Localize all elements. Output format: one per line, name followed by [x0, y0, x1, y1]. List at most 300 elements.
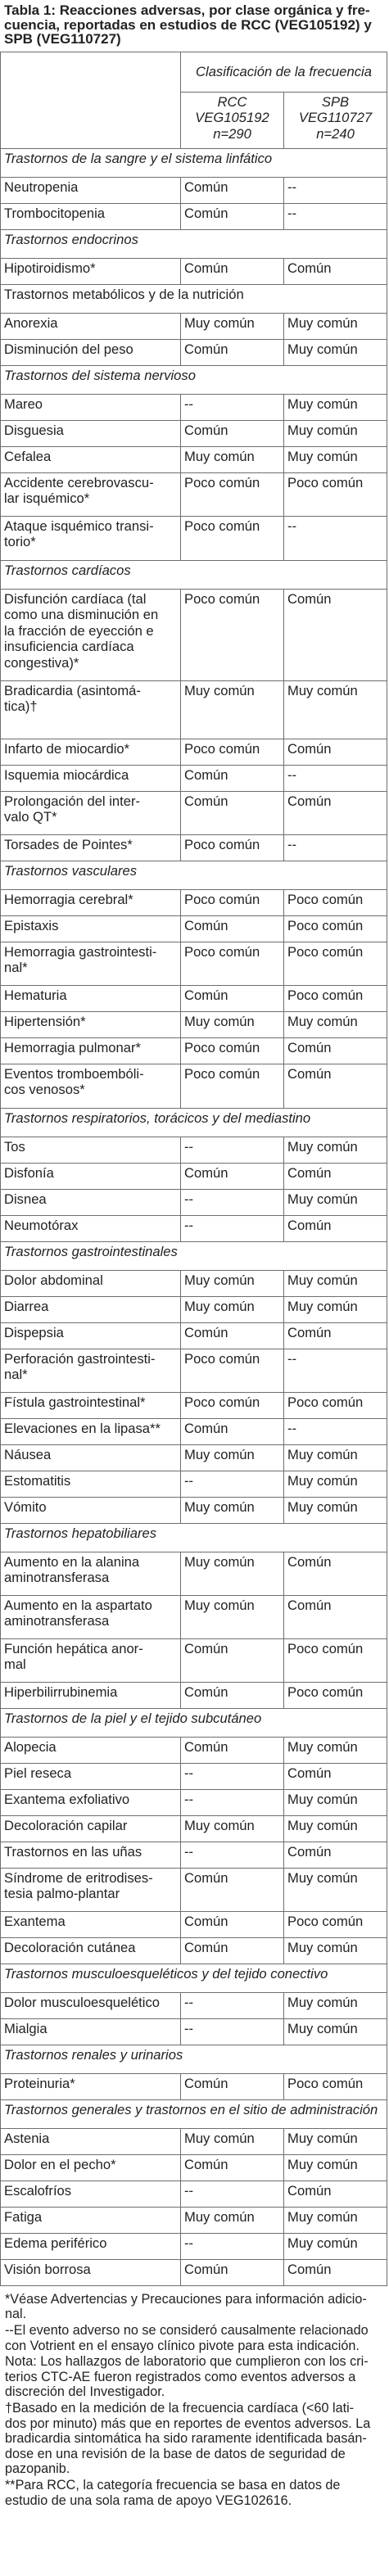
column-header-line: VEG110727 — [298, 110, 373, 126]
footnote-line: estudio de una sola rama de apoyo VEG102616. — [5, 2492, 292, 2508]
section-title: Trastornos gastrointestinales — [1, 1241, 387, 1270]
reaction-cell — [1, 680, 181, 739]
reaction-cell — [1, 339, 181, 365]
column-header-line: RCC — [217, 93, 247, 110]
reaction-label-line: congestiva)* — [4, 654, 79, 671]
reaction-label-line: tica)† — [4, 698, 38, 715]
footnote — [5, 2401, 384, 2477]
rcc-frequency-cell: Poco común — [181, 472, 284, 516]
spb-frequency-cell: Poco común — [284, 1682, 387, 1708]
table-row — [1, 1296, 387, 1322]
reaction-label-line: Trombocitopenia — [4, 205, 105, 221]
rcc-frequency-cell: Muy común — [181, 1444, 284, 1471]
reaction-label-line: Perforación gastrointesti- — [4, 1350, 156, 1367]
reaction-label-line: Alopecia — [4, 1738, 57, 1755]
reaction-cell — [1, 516, 181, 560]
rcc-frequency-cell: Muy común — [181, 1296, 284, 1322]
rcc-frequency-cell: Poco común — [181, 1064, 284, 1108]
section-row — [1, 1964, 387, 1992]
section-title: Trastornos generales y trastornos en el sitio de administración — [1, 2099, 387, 2128]
reaction-label-line: mal — [4, 1656, 26, 1673]
spb-frequency-cell: Común — [284, 1037, 387, 1064]
rcc-frequency-cell: -- — [181, 1189, 284, 1215]
header-blank-cell — [1, 52, 181, 148]
footnote-line: **Para RCC, la categoría frecuencia se basa en datos de — [5, 2477, 341, 2492]
reaction-cell — [1, 1163, 181, 1189]
reaction-cell — [1, 739, 181, 765]
table-row — [1, 765, 387, 791]
reaction-label-line: Neutropenia — [4, 179, 79, 195]
rcc-frequency-cell: Común — [181, 765, 284, 791]
reaction-cell — [1, 834, 181, 861]
table-row — [1, 1911, 387, 1937]
table-row — [1, 589, 387, 680]
rcc-frequency-cell: -- — [181, 1992, 284, 2018]
rcc-frequency-cell: -- — [181, 1842, 284, 1868]
reaction-cell — [1, 203, 181, 229]
reaction-label-line: Dolor musculoesquelético — [4, 1994, 161, 2010]
reaction-cell — [1, 1552, 181, 1595]
rcc-frequency-cell: Común — [181, 339, 284, 365]
table-caption — [0, 0, 387, 52]
reaction-label-line: Hemorragia pulmonar* — [4, 1039, 141, 1055]
section-row — [1, 861, 387, 889]
table-row — [1, 2128, 387, 2154]
reaction-label-line: Cefalea — [4, 448, 52, 464]
rcc-frequency-cell: Común — [181, 1911, 284, 1937]
reaction-label-line: aminotransferasa — [4, 1613, 110, 1629]
spb-frequency-cell: Muy común — [284, 1296, 387, 1322]
table-row — [1, 1349, 387, 1392]
reaction-cell — [1, 1189, 181, 1215]
table-row — [1, 2073, 387, 2099]
reaction-cell — [1, 394, 181, 420]
reaction-cell — [1, 2181, 181, 2207]
spb-frequency-cell: Muy común — [284, 1937, 387, 1964]
table-row — [1, 1992, 387, 2018]
reaction-cell — [1, 258, 181, 284]
rcc-frequency-cell: Muy común — [181, 446, 284, 472]
reaction-cell — [1, 1471, 181, 1497]
spb-frequency-cell: -- — [284, 1349, 387, 1392]
footnote-line: †Basado en la medición de la frecuencia cardíaca (<60 lati- — [5, 2400, 355, 2416]
spb-frequency-cell: Muy común — [284, 1497, 387, 1523]
section-title: Trastornos metabólicos y de la nutrición — [1, 284, 387, 313]
footnotes — [0, 2286, 387, 2508]
reaction-cell — [1, 1322, 181, 1349]
footnote-line: terios CTC-AE fueron registrados como eventos adversos a — [5, 2369, 356, 2384]
spb-frequency-cell: Común — [284, 2181, 387, 2207]
table-row — [1, 1763, 387, 1789]
table-row — [1, 739, 387, 765]
reaction-label-line: Torsades de Pointes* — [4, 836, 133, 852]
rcc-frequency-cell: Común — [181, 2154, 284, 2181]
reaction-label-line: Síndrome de eritrodises- — [4, 1869, 153, 1886]
table-row — [1, 1868, 387, 1911]
section-title: Trastornos renales y urinarios — [1, 2045, 387, 2073]
rcc-frequency-cell: -- — [181, 1763, 284, 1789]
footnote-line: Nota: Los hallazgos de laboratorio que cumplieron con los cri- — [5, 2354, 369, 2370]
reaction-cell — [1, 1296, 181, 1322]
rcc-frequency-cell: Común — [181, 985, 284, 1011]
reaction-label-line: tesia palmo-plantar — [4, 1886, 120, 1902]
reaction-label-line: Hemorragia cerebral* — [4, 891, 133, 907]
reaction-cell — [1, 1064, 181, 1108]
footnote-line: --El evento adverso no se consideró causalmente relacionado — [5, 2322, 369, 2338]
reaction-cell — [1, 985, 181, 1011]
spb-frequency-cell: Muy común — [284, 2128, 387, 2154]
rcc-frequency-cell: Muy común — [181, 313, 284, 339]
table-row — [1, 1444, 387, 1471]
footnote-line: discreción del Investigador. — [5, 2384, 165, 2400]
table-row — [1, 680, 387, 739]
spb-frequency-cell: Poco común — [284, 472, 387, 516]
footnote — [5, 2478, 384, 2508]
spb-frequency-cell: Muy común — [284, 1737, 387, 1763]
spb-frequency-cell: Común — [284, 589, 387, 680]
section-row — [1, 1108, 387, 1137]
reaction-label-line: Aumento en la aspartato — [4, 1597, 152, 1613]
reaction-label-line: la fracción de eyección e — [4, 622, 154, 639]
table-row — [1, 1137, 387, 1163]
footnote-line: bradicardia sintomática ha sido raramente identificada basán- — [5, 2431, 367, 2447]
section-title: Trastornos endocrinos — [1, 229, 387, 258]
footnote — [5, 2292, 384, 2322]
table-row — [1, 1418, 387, 1444]
spb-frequency-cell: Común — [284, 1322, 387, 1349]
section-row — [1, 560, 387, 589]
reaction-label-line: Escalofríos — [4, 2182, 72, 2199]
table-row — [1, 1163, 387, 1189]
spb-frequency-cell: Muy común — [284, 1815, 387, 1842]
reaction-label-line: Fístula gastrointestinal* — [4, 1394, 146, 1410]
spb-frequency-cell: Muy común — [284, 1868, 387, 1911]
footnote — [5, 2354, 384, 2400]
reaction-label-line: cos venosos* — [4, 1082, 85, 1098]
table-row — [1, 2181, 387, 2207]
table-row — [1, 1595, 387, 1638]
spb-frequency-cell: -- — [284, 516, 387, 560]
section-title: Trastornos respiratorios, torácicos y del mediastino — [1, 1108, 387, 1137]
rcc-frequency-cell: Muy común — [181, 680, 284, 739]
table-row — [1, 1322, 387, 1349]
rcc-frequency-cell: Común — [181, 2259, 284, 2285]
rcc-frequency-cell: -- — [181, 1471, 284, 1497]
reaction-label-line: Disfonía — [4, 1164, 54, 1181]
section-row — [1, 1708, 387, 1737]
footnote-line: dos por minuto) más que en reportes de eventos adversos. La — [5, 2416, 371, 2431]
section-row — [1, 148, 387, 177]
spb-frequency-cell: Muy común — [284, 313, 387, 339]
table-row — [1, 791, 387, 834]
reaction-label-line: nal* — [4, 1367, 28, 1383]
reaction-label-line: Trastornos en las uñas — [4, 1843, 142, 1860]
reaction-label-line: aminotransferasa — [4, 1570, 110, 1586]
spb-frequency-cell: Común — [284, 1064, 387, 1108]
reaction-label-line: Tos — [4, 1138, 25, 1155]
spb-frequency-cell: Muy común — [284, 1189, 387, 1215]
section-row — [1, 1523, 387, 1552]
reaction-cell — [1, 589, 181, 680]
footnote — [5, 2323, 384, 2353]
section-title: Trastornos cardíacos — [1, 560, 387, 589]
spb-frequency-cell: Muy común — [284, 2154, 387, 2181]
table-row — [1, 313, 387, 339]
reaction-label-line: Disminución del peso — [4, 341, 133, 357]
reaction-label-line: valo QT* — [4, 809, 57, 825]
reaction-cell — [1, 1763, 181, 1789]
reaction-cell — [1, 1911, 181, 1937]
caption-line: Tabla 1: Reacciones adversas, por clase orgánica y fre- — [4, 2, 370, 18]
reaction-label-line: Náusea — [4, 1446, 52, 1462]
reaction-label-line: Piel reseca — [4, 1765, 72, 1781]
table-row — [1, 339, 387, 365]
rcc-frequency-cell: Poco común — [181, 1349, 284, 1392]
spb-frequency-cell: Muy común — [284, 1992, 387, 2018]
reaction-label-line: Astenia — [4, 2130, 50, 2146]
rcc-frequency-cell: Poco común — [181, 942, 284, 985]
reaction-label-line: Aumento en la alanina — [4, 1553, 140, 1570]
reaction-label-line: Isquemia miocárdica — [4, 766, 129, 783]
spb-frequency-cell: Común — [284, 258, 387, 284]
column-header-line: n=240 — [316, 125, 355, 142]
spb-frequency-cell: -- — [284, 177, 387, 203]
reaction-cell — [1, 313, 181, 339]
reaction-label-line: Decoloración cutánea — [4, 1939, 136, 1955]
reaction-cell — [1, 1992, 181, 2018]
spb-frequency-cell: -- — [284, 834, 387, 861]
table-row — [1, 2018, 387, 2045]
table-row — [1, 2207, 387, 2233]
reaction-label-line: Visión borrosa — [4, 2261, 91, 2277]
reaction-label-line: Ataque isquémico transi- — [4, 517, 154, 534]
table-row — [1, 2233, 387, 2259]
reaction-label-line: Exantema exfoliativo — [4, 1791, 130, 1807]
rcc-frequency-cell: Muy común — [181, 1011, 284, 1037]
reaction-cell — [1, 2018, 181, 2045]
spb-frequency-cell: Poco común — [284, 1638, 387, 1682]
rcc-frequency-cell: Común — [181, 1638, 284, 1682]
rcc-frequency-cell: Común — [181, 2073, 284, 2099]
reaction-label-line: Disguesia — [4, 422, 64, 438]
reaction-cell — [1, 791, 181, 834]
rcc-frequency-cell: Común — [181, 791, 284, 834]
rcc-frequency-cell: Poco común — [181, 834, 284, 861]
rcc-frequency-cell: Común — [181, 1163, 284, 1189]
table-row — [1, 1842, 387, 1868]
reaction-cell — [1, 1270, 181, 1296]
section-title: Trastornos musculoesqueléticos y del tejido conectivo — [1, 1964, 387, 1992]
spb-frequency-cell: Común — [284, 791, 387, 834]
rcc-frequency-cell: Poco común — [181, 589, 284, 680]
rcc-frequency-cell: Muy común — [181, 1552, 284, 1595]
rcc-frequency-cell: Común — [181, 915, 284, 942]
reaction-label-line: Dispepsia — [4, 1324, 64, 1340]
table-row — [1, 1270, 387, 1296]
spb-frequency-cell: Muy común — [284, 1444, 387, 1471]
spb-frequency-cell: Muy común — [284, 680, 387, 739]
reaction-cell — [1, 420, 181, 446]
column-header-rcc — [181, 92, 284, 148]
reaction-label-line: Mialgia — [4, 2020, 47, 2036]
reaction-cell — [1, 1215, 181, 1241]
rcc-frequency-cell: Muy común — [181, 1595, 284, 1638]
reaction-label-line: Bradicardia (asintomá- — [4, 682, 141, 698]
reaction-cell — [1, 2073, 181, 2099]
column-header-line: SPB — [321, 93, 350, 110]
reaction-cell — [1, 1497, 181, 1523]
reaction-cell — [1, 1638, 181, 1682]
table-row — [1, 1215, 387, 1241]
spb-frequency-cell: Común — [284, 1595, 387, 1638]
table-row — [1, 203, 387, 229]
reaction-label-line: lar isquémico* — [4, 490, 90, 507]
rcc-frequency-cell: Común — [181, 1937, 284, 1964]
spb-frequency-cell: Muy común — [284, 339, 387, 365]
section-title: Trastornos hepatobiliares — [1, 1523, 387, 1552]
rcc-frequency-cell: -- — [181, 2233, 284, 2259]
footnote-line: con Votrient en el ensayo clínico pivote para esta indicación. — [5, 2338, 360, 2353]
reaction-cell — [1, 1418, 181, 1444]
rcc-frequency-cell: Poco común — [181, 1392, 284, 1418]
reaction-label-line: Hipertensión* — [4, 1013, 86, 1029]
rcc-frequency-cell: Común — [181, 203, 284, 229]
spb-frequency-cell: Poco común — [284, 985, 387, 1011]
footnote-line: *Véase Advertencias y Precauciones para información adicio- — [5, 2291, 367, 2307]
reaction-label-line: torio* — [4, 534, 36, 550]
spb-frequency-cell: Común — [284, 2259, 387, 2285]
section-title: Trastornos del sistema nervioso — [1, 365, 387, 394]
spb-frequency-cell: Muy común — [284, 446, 387, 472]
reaction-cell — [1, 2233, 181, 2259]
section-row — [1, 2099, 387, 2128]
reaction-cell — [1, 1011, 181, 1037]
table-row — [1, 258, 387, 284]
reaction-label-line: Eventos tromboembóli- — [4, 1065, 144, 1082]
reaction-cell — [1, 915, 181, 942]
rcc-frequency-cell: Común — [181, 1418, 284, 1444]
spb-frequency-cell: Muy común — [284, 2233, 387, 2259]
rcc-frequency-cell: Común — [181, 258, 284, 284]
spb-frequency-cell: Poco común — [284, 942, 387, 985]
reaction-label-line: Proteinuria* — [4, 2075, 75, 2091]
reaction-cell — [1, 2207, 181, 2233]
rcc-frequency-cell: -- — [181, 2018, 284, 2045]
reaction-label-line: Vómito — [4, 1498, 47, 1515]
spb-frequency-cell: Común — [284, 739, 387, 765]
reaction-label-line: Disfunción cardíaca (tal — [4, 590, 147, 607]
reaction-label-line: Disnea — [4, 1191, 47, 1207]
reaction-label-line: Prolongación del inter- — [4, 793, 141, 809]
spb-frequency-cell: Muy común — [284, 1137, 387, 1163]
table-row — [1, 1064, 387, 1108]
spb-frequency-cell: Común — [284, 1763, 387, 1789]
column-header-spb — [284, 92, 387, 148]
reaction-label-line: como una disminución en — [4, 607, 159, 623]
spb-frequency-cell: Poco común — [284, 1911, 387, 1937]
section-title: Trastornos de la piel y el tejido subcutáneo — [1, 1708, 387, 1737]
table-row — [1, 2259, 387, 2285]
rcc-frequency-cell: Muy común — [181, 1815, 284, 1842]
reaction-cell — [1, 1137, 181, 1163]
reaction-cell — [1, 2128, 181, 2154]
reaction-cell — [1, 1815, 181, 1842]
spb-frequency-cell: Muy común — [284, 420, 387, 446]
adverse-reactions-table — [0, 52, 387, 2286]
table-row — [1, 1037, 387, 1064]
caption-line: cuencia, reportadas en estudios de RCC (VEG105192) y — [4, 16, 372, 33]
reaction-label-line: Decoloración capilar — [4, 1817, 128, 1833]
reaction-label-line: Accidente cerebrovascu- — [4, 474, 154, 490]
rcc-frequency-cell: -- — [181, 1215, 284, 1241]
reaction-label-line: nal* — [4, 960, 28, 976]
reaction-label-line: Dolor en el pecho* — [4, 2156, 116, 2172]
table-row — [1, 889, 387, 915]
spb-frequency-cell: Poco común — [284, 915, 387, 942]
rcc-frequency-cell: Muy común — [181, 2207, 284, 2233]
reaction-label-line: Edema periférico — [4, 2235, 107, 2251]
reaction-label-line: Diarrea — [4, 1298, 49, 1314]
spb-frequency-cell: Común — [284, 1842, 387, 1868]
rcc-frequency-cell: Común — [181, 1868, 284, 1911]
rcc-frequency-cell: -- — [181, 2181, 284, 2207]
reaction-label-line: Hematuria — [4, 987, 67, 1003]
reaction-cell — [1, 1392, 181, 1418]
reaction-cell — [1, 889, 181, 915]
reaction-cell — [1, 2154, 181, 2181]
spb-frequency-cell: Poco común — [284, 1392, 387, 1418]
reaction-cell — [1, 446, 181, 472]
reaction-cell — [1, 1737, 181, 1763]
table-row — [1, 516, 387, 560]
rcc-frequency-cell: Muy común — [181, 2128, 284, 2154]
section-row — [1, 365, 387, 394]
section-row — [1, 1241, 387, 1270]
table-row — [1, 1392, 387, 1418]
table-row — [1, 942, 387, 985]
table-row — [1, 420, 387, 446]
spb-frequency-cell: -- — [284, 203, 387, 229]
reaction-label-line: Hiperbilirrubinemia — [4, 1683, 118, 1700]
reaction-cell — [1, 1444, 181, 1471]
reaction-label-line: Función hepática anor- — [4, 1640, 143, 1656]
rcc-frequency-cell: Común — [181, 1682, 284, 1708]
rcc-frequency-cell: Común — [181, 420, 284, 446]
reaction-label-line: Infarto de miocardio* — [4, 740, 130, 757]
reaction-label-line: Hemorragia gastrointesti- — [4, 943, 157, 960]
reaction-label-line: Estomatitis — [4, 1472, 71, 1489]
reaction-label-line: insuficiencia cardíaca — [4, 639, 134, 655]
spb-frequency-cell: Poco común — [284, 2073, 387, 2099]
reaction-cell — [1, 1595, 181, 1638]
rcc-frequency-cell: Poco común — [181, 889, 284, 915]
rcc-frequency-cell: Común — [181, 177, 284, 203]
footnote-line: nal. — [5, 2307, 27, 2322]
rcc-frequency-cell: Común — [181, 1322, 284, 1349]
table-row — [1, 1471, 387, 1497]
reaction-label-line: Fatiga — [4, 2208, 43, 2225]
table-row — [1, 1189, 387, 1215]
reaction-label-line: Hipotiroidismo* — [4, 260, 96, 276]
table-row — [1, 1937, 387, 1964]
table-row — [1, 985, 387, 1011]
reaction-label-line: Dolor abdominal — [4, 1272, 103, 1288]
spb-frequency-cell: Poco común — [284, 889, 387, 915]
rcc-frequency-cell: Poco común — [181, 516, 284, 560]
reaction-cell — [1, 2259, 181, 2285]
table-row — [1, 2154, 387, 2181]
table-row — [1, 1789, 387, 1815]
